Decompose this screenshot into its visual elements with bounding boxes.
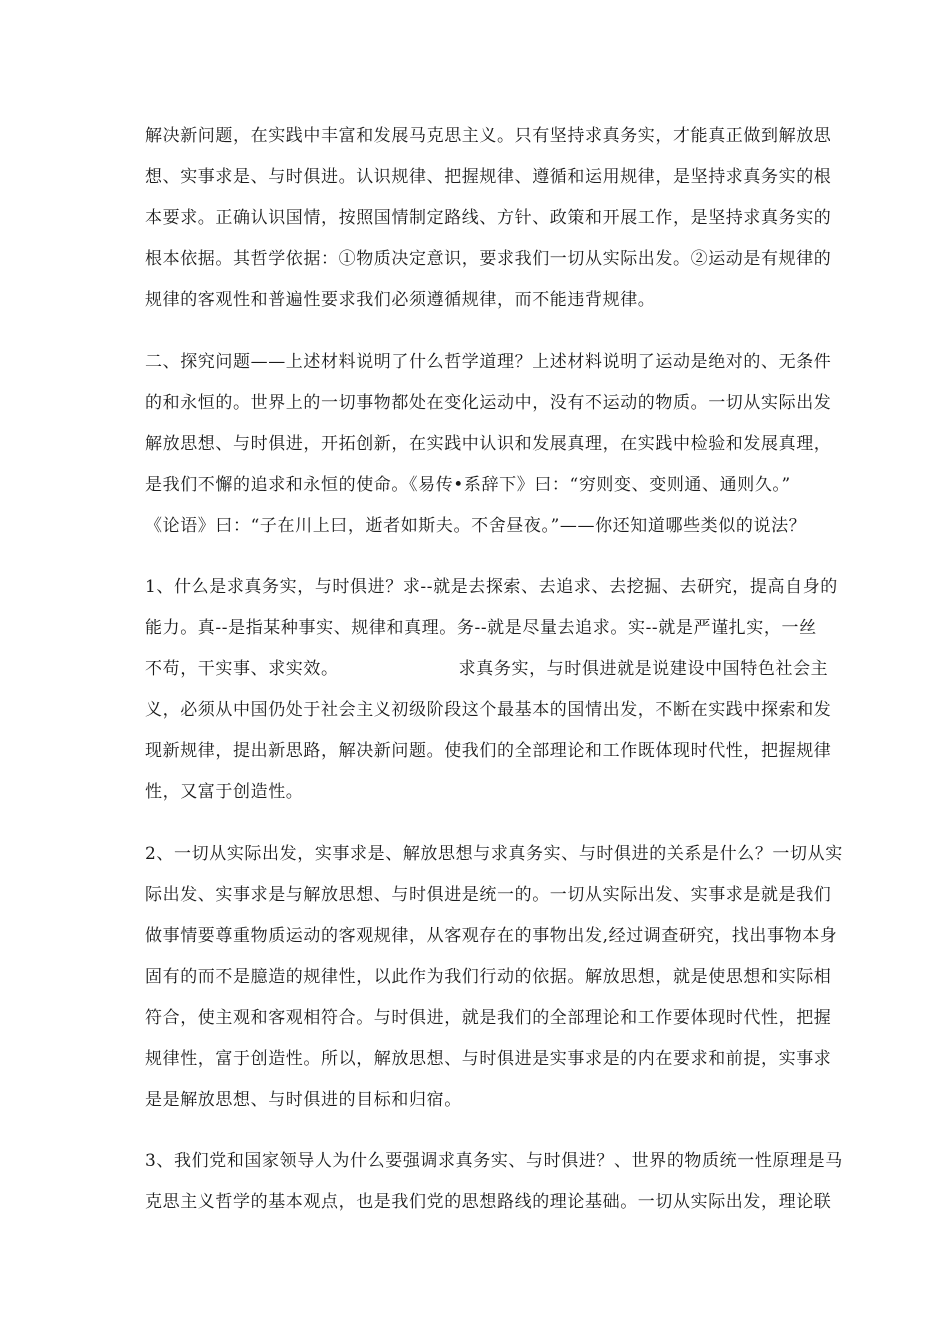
text-line: 是我们不懈的追求和永恒的使命。《易传•系辞下》曰：“穷则变、变则通、通则久。”	[145, 475, 791, 495]
text-line: 的和永恒的。世界上的一切事物都处在变化运动中，没有不运动的物质。一切从实际出发	[145, 393, 832, 413]
text-line: 1、什么是求真务实，与时俱进？求--就是去探索、去追求、去挖掘、去研究，提高自身的	[145, 577, 838, 597]
text-line: 本要求。正确认识国情，按照国情制定路线、方针、政策和开展工作，是坚持求真务实的	[145, 208, 832, 228]
text-line: 解放思想、与时俱进，开拓创新，在实践中认识和发展真理，在实践中检验和发展真理，	[145, 434, 832, 454]
text-line: 能力。真--是指某种事实、规律和真理。务--就是尽量去追求。实--就是严谨扎实，一丝	[145, 618, 817, 638]
text-line: 二、探究问题——上述材料说明了什么哲学道理？上述材料说明了运动是绝对的、无条件	[145, 352, 832, 372]
text-line: 固有的而不是臆造的规律性，以此作为我们行动的依据。解放思想，就是使思想和实际相	[145, 967, 832, 987]
text-line: 规律性，富于创造性。所以，解放思想、与时俱进是实事求是的内在要求和前提，实事求	[145, 1049, 832, 1069]
text-line: 际出发、实事求是与解放思想、与时俱进是统一的。一切从实际出发、实事求是就是我们	[145, 885, 832, 905]
text-line: 符合，使主观和客观相符合。与时俱进，就是我们的全部理论和工作要体现时代性，把握	[145, 1008, 832, 1028]
text-line: 《论语》曰：“子在川上曰，逝者如斯夫。不舍昼夜。”——你还知道哪些类似的说法？	[145, 516, 807, 536]
text-line: 根本依据。其哲学依据：①物质决定意识，要求我们一切从实际出发。②运动是有规律的	[145, 249, 832, 269]
text-line: 克思主义哲学的基本观点，也是我们党的思想路线的理论基础。一切从实际出发，理论联	[145, 1192, 832, 1212]
text-line: 想、实事求是、与时俱进。认识规律、把握规律、遵循和运用规律，是坚持求真务实的根	[145, 167, 832, 187]
text-line: 现新规律，提出新思路，解决新问题。使我们的全部理论和工作既体现时代性，把握规律	[145, 741, 832, 761]
text-line: 2、一切从实际出发，实事求是、解放思想与求真务实、与时俱进的关系是什么？一切从实	[145, 844, 843, 864]
text-line: 不苟，干实事、求实效。 求真务实，与时俱进就是说建设中国特色社会主	[145, 659, 829, 679]
text-line: 解决新问题，在实践中丰富和发展马克思主义。只有坚持求真务实，才能真正做到解放思	[145, 126, 832, 146]
text-line: 做事情要尊重物质运动的客观规律，从客观存在的事物出发,经过调查研究，找出事物本身	[145, 926, 838, 946]
text-line: 3、我们党和国家领导人为什么要强调求真务实、与时俱进？、世界的物质统一性原理是马	[145, 1151, 843, 1171]
text-line: 规律的客观性和普遍性要求我们必须遵循规律，而不能违背规律。	[145, 290, 656, 310]
text-line: 义，必须从中国仍处于社会主义初级阶段这个最基本的国情出发，不断在实践中探索和发	[145, 700, 832, 720]
text-line: 是是解放思想、与时俱进的目标和归宿。	[145, 1090, 462, 1110]
text-line: 性，又富于创造性。	[145, 782, 304, 802]
